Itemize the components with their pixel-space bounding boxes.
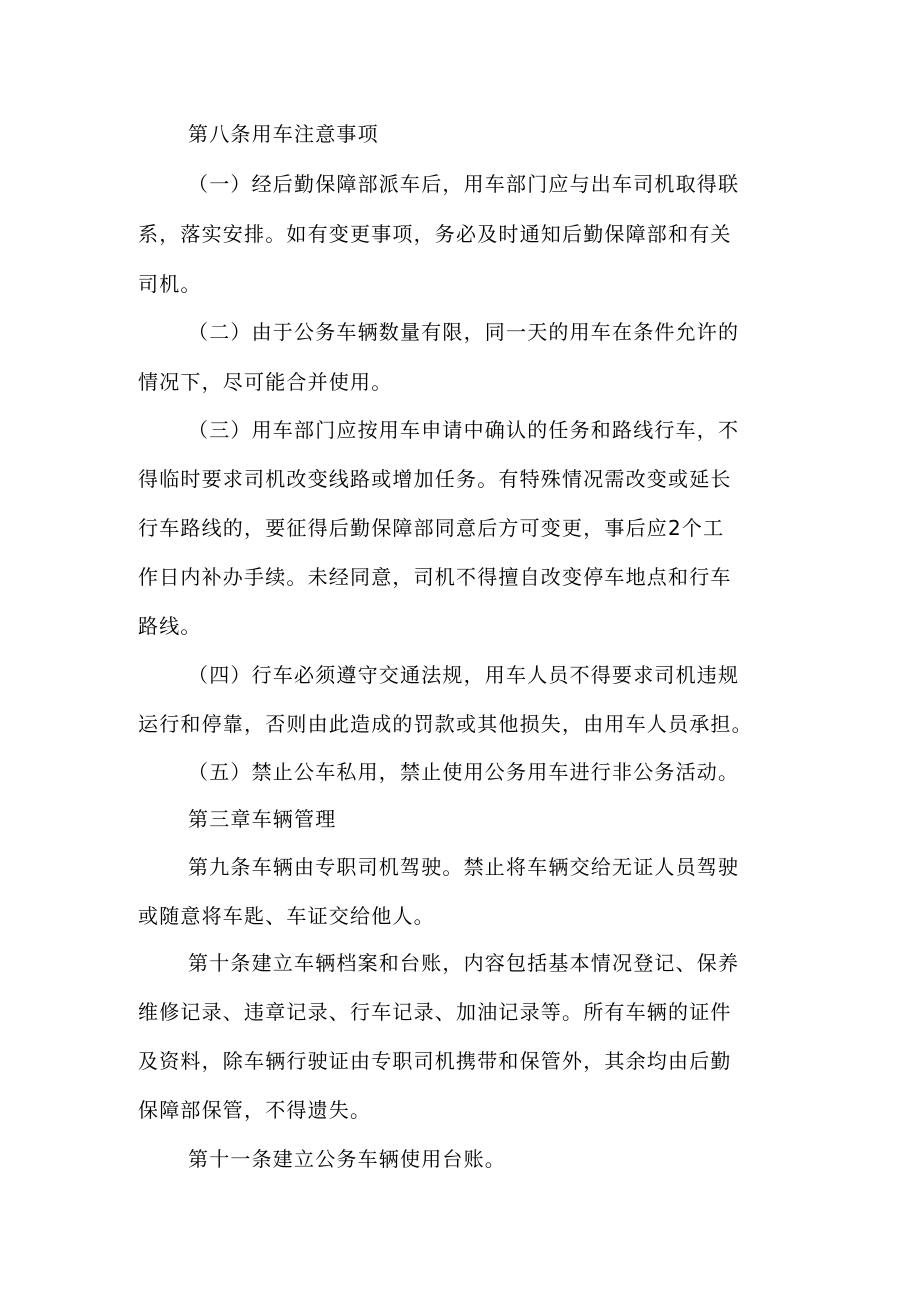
article-10-line-1: 第十条建立车辆档案和台账，内容包括基本情况登记、保养 — [188, 951, 740, 975]
article-8-item-1-line-2: 系，落实安排。如有变更事项，务必及时通知后勤保障部和有关 — [138, 222, 732, 246]
article-8-item-4-line-1: （四）行车必须遵守交通法规，用车人员不得要求司机违规 — [188, 663, 740, 687]
article-10-line-4: 保障部保管，不得遗失。 — [138, 1098, 372, 1122]
article-8-item-3-line-4: 作日内补办手续。未经同意，司机不得擅自改变停车地点和行车 — [138, 565, 732, 589]
article-8-item-4-line-2: 运行和停靠，否则由此造成的罚款或其他损失，由用车人员承担。 — [138, 712, 753, 736]
article-8-heading: 第八条用车注意事项 — [188, 122, 379, 146]
article-8-item-5: （五）禁止公车私用，禁止使用公务用车进行非公务活动。 — [188, 760, 740, 784]
article-9-line-2: 或随意将车匙、车证交给他人。 — [138, 904, 435, 928]
article-10-line-2: 维修记录、违章记录、行车记录、加油记录等。所有车辆的证件 — [138, 1000, 732, 1024]
article-8-item-3-line-2: 得临时要求司机改变线路或增加任务。有特殊情况需改变或延长 — [138, 467, 732, 491]
article-10-line-3: 及资料，除车辆行驶证由专职司机携带和保管外，其余均由后勤 — [138, 1049, 732, 1073]
article-8-item-3-line-3: 行车路线的，要征得后勤保障部同意后方可变更，事后应2个工 — [138, 516, 725, 540]
article-8-item-3-line-1: （三）用车部门应按用车申请中确认的任务和路线行车，不 — [188, 418, 740, 442]
article-11: 第十一条建立公务车辆使用台账。 — [188, 1147, 506, 1171]
article-8-item-2-line-2: 情况下，尽可能合并使用。 — [138, 370, 393, 394]
article-9-line-1: 第九条车辆由专职司机驾驶。禁止将车辆交给无证人员驾驶 — [188, 855, 740, 879]
article-8-item-3-line-5: 路线。 — [138, 614, 202, 638]
chapter-3-heading: 第三章车辆管理 — [188, 807, 337, 831]
article-8-item-1-line-3: 司机。 — [138, 272, 202, 296]
article-8-item-2-line-1: （二）由于公务车辆数量有限，同一天的用车在条件允许的 — [188, 320, 740, 344]
article-8-item-1-line-1: （一）经后勤保障部派车后，用车部门应与出车司机取得联 — [188, 172, 740, 196]
